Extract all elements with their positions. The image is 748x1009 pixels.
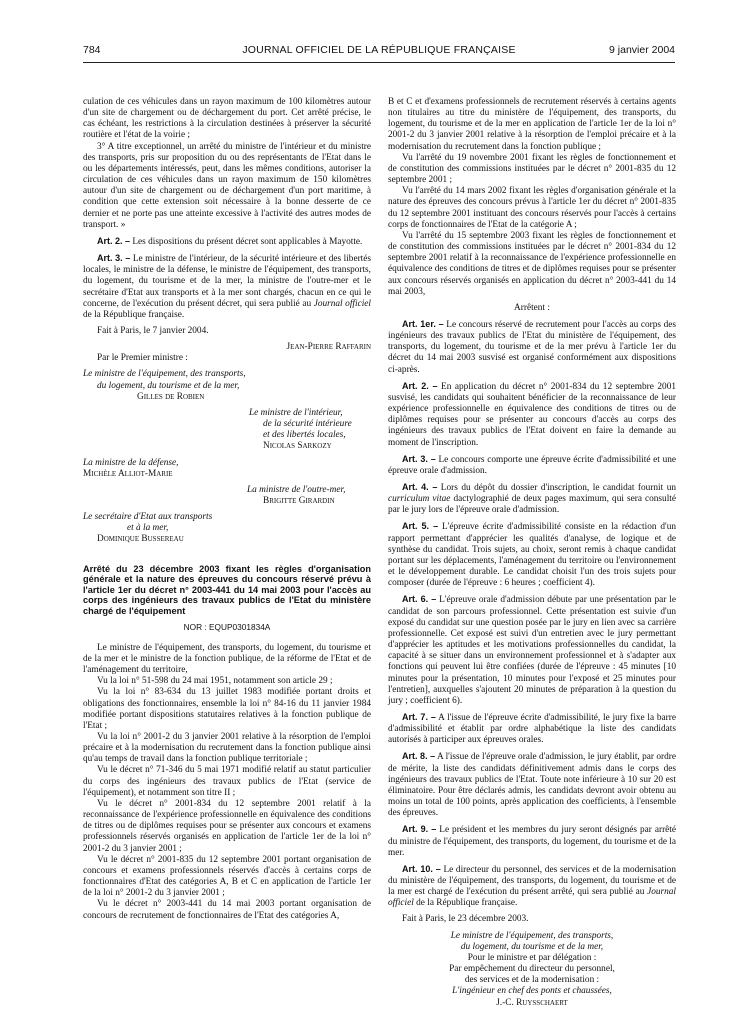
- signer-name: Brigitte Girardin: [263, 496, 335, 506]
- signer-name: Michèle Alliot-Marie: [83, 468, 173, 479]
- signer-name: Gilles de Robien: [137, 391, 205, 402]
- article-label: Art. 7. –: [402, 711, 436, 722]
- article-1: [388, 319, 676, 376]
- article-6: [388, 594, 676, 707]
- signer-name: Jean-Pierre Raffarin: [286, 342, 371, 353]
- visa: Vu le décret n° 2001-835 du 12 septembre 2001 portant organisation de concours et examens professionnels réservés d'accès à certains corps de fonctionnaires d'Etat des catégories A, B et C en application de l'article 1er de la loi n° 2001-2 du 3 janvier 2001 ;: [83, 854, 371, 899]
- article-text: Le concours comporte une épreuve écrite d'admissibilité et une épreuve orale d'admission.: [388, 454, 676, 476]
- visa: Vu l'arrêté du 14 mars 2002 fixant les règles d'organisation générale et la nature des épreuves des concours prévus à l'article 1er du décret n° 2001-835 du 12 septembre 2001 instituant des concours réservés pour l'accès à certains corps de fonctionnaires de l'Etat de la catégorie A ;: [388, 186, 676, 230]
- article-2: [388, 381, 676, 449]
- article-label: Art. 2. –: [97, 235, 131, 246]
- signature-line: Par empêchement du directeur du personnel,: [449, 964, 615, 975]
- article-text: Le concours réservé de recrutement pour l'accès au corps des ingénieurs des travaux publics de l'Etat du ministère de l'équipement, des transports, du logement, du tourisme et de la mer prévu à l'article 1er du décret du 14 mai 2003 susvisé est organisé conformément aux dispositions ci-après.: [388, 319, 677, 375]
- article-text: En application du décret n° 2001-834 du 12 septembre 2001 susvisé, les candidats qui souhaitent bénéficier de la reconnaissance de leur expérience professionnelle en équivalence des conditions de titres ou de diplômes requises pour se présenter au concours d'accès au corps des ingénieurs des travaux publics de l'Etat doivent en faire la demande au moment de l'inscription.: [388, 381, 676, 448]
- visa: Vu la loi n° 83-634 du 13 juillet 1983 modifiée portant droits et obligations des fonctionnaires, ensemble la loi n° 84-16 du 11 janvier 1984 modifiée portant dispositions statutaires relatives à la fonction publique de l'Etat ;: [83, 687, 371, 731]
- signature-date: Fait à Paris, le 7 janvier 2004.: [97, 325, 209, 336]
- page-header: [83, 44, 675, 60]
- signature-role: La ministre de l'outre-mer,: [247, 484, 346, 495]
- visa: Vu le décret n° 2001-834 du 12 septembre 2001 relatif à la reconnaissance de l'expérience professionnelle en équivalence des conditions de titres ou de diplômes requises pour se présenter aux concours et examens professionnels réservés organisés en application de l'article 1er de la loi n° 2001-2 du 3 janvier 2001 ;: [83, 798, 371, 854]
- article-7: [388, 712, 676, 746]
- article-9: [388, 824, 676, 858]
- signature-role: et à la mer,: [127, 523, 169, 534]
- signature-line: Par le Premier ministre :: [97, 353, 188, 364]
- article-label: Art. 5. –: [402, 521, 439, 532]
- signature-role: de la sécurité intérieure: [263, 419, 352, 430]
- article-label: Art. 10. –: [402, 863, 441, 874]
- journal-title: JOURNAL OFFICIEL DE LA RÉPUBLIQUE FRANÇAISE: [242, 44, 516, 56]
- signature-role: La ministre de la défense,: [83, 457, 179, 468]
- article-text: Lors du dépôt du dossier d'inscription, le candidat fournit un: [437, 483, 676, 493]
- arretent: Arrêtent :: [514, 302, 550, 313]
- article-text: de la République française.: [413, 898, 518, 909]
- signer-name: Nicolas Sarkozy: [263, 441, 332, 452]
- signature-role: Le ministre de l'équipement, des transports,: [83, 369, 246, 380]
- paragraph: culation de ces véhicules dans un rayon maximum de 100 kilomètres autour d'un site de chargement ou de déchargement du port. Cet arrêté précise, le cas échéant, les restrictions à la circulation destinées à préserver la sécurité routière et l'état de la voirie ;: [83, 97, 371, 141]
- signature-role: Le ministre de l'intérieur,: [249, 407, 343, 418]
- article-label: Art. 4. –: [402, 482, 438, 492]
- article-label: Art. 1er. –: [402, 318, 444, 329]
- article-text: Le président et les membres du jury seront désignés par arrêté du ministre de l'équipement, des transports, du logement, du tourisme et de la mer.: [388, 825, 677, 858]
- article-text: A l'issue de l'épreuve écrite d'admissibilité, le jury fixe la barre d'admissibilité et établit par ordre alphabétique la liste des candidats autorisés à participer aux épreuves orales.: [388, 712, 676, 746]
- signature-role: du logement, du tourisme et de la mer,: [460, 941, 604, 952]
- signature-role: Le secrétaire d'Etat aux transports: [83, 512, 213, 523]
- article-text: Le ministre de l'intérieur, de la sécurité intérieure et des libertés locales, le ministre de la défense, le ministre de l'équipement, des transports, du logement, du tourisme et de la mer, la ministre de l'outre-mer et le secrétaire d'Etat aux transports et à la mer sont chargés, chacun en ce qui le concerne, de l'exécution du présent décret, qui sera publié au: [83, 254, 372, 309]
- visa: Vu la loi n° 2001-2 du 3 janvier 2001 relative à la résorption de l'emploi précaire et à la modernisation du recrutement dans la fonction publique ainsi qu'au temps de travail dans la fonction publique territoriale ;: [83, 732, 371, 765]
- visa: Vu le décret n° 2003-441 du 14 mai 2003 portant organisation de concours de recrutement de fonctionnaires de l'Etat des catégories A,: [83, 899, 371, 921]
- visa: Vu la loi n° 51-598 du 24 mai 1951, notamment son article 29 ;: [97, 676, 333, 687]
- article-text: de la République française.: [83, 309, 185, 320]
- article-5: [388, 521, 676, 589]
- article-3: [388, 454, 676, 477]
- paragraph: Le ministre de l'équipement, des transports, du logement, du tourisme et de la mer et le ministre de la fonction publique, de la réforme de l'Etat et de l'aménagement du territoire,: [83, 642, 371, 676]
- visa: Vu l'arrêté du 15 septembre 2003 fixant les règles de fonctionnement et de constitution des commissions instituées par le décret n° 2001-834 du 12 septembre 2001 relatif à la reconnaissance de l'expérience professionnelle en équivalence des conditions de titres et de diplômes requises pour se présenter aux concours réservés organisés en application du décret n° 2003-441 du 14 mai 2003,: [388, 230, 676, 297]
- page-number: 784: [83, 44, 101, 56]
- visa: Vu l'arrêté du 19 novembre 2001 fixant les règles de fonctionnement et de constitution des commissions instituées par le décret n° 2001-835 du 12 septembre 2001 ;: [388, 152, 676, 186]
- nor-reference: NOR : EQUP0301834A: [183, 621, 271, 632]
- article-text: Les dispositions du présent décret sont applicables à Mayotte.: [130, 236, 363, 247]
- header-rule: [83, 62, 675, 63]
- article-label: Art. 3. –: [97, 253, 131, 264]
- signature-line: Pour le ministre et par délégation :: [467, 952, 597, 963]
- article-text: A l'issue de l'épreuve orale d'admission, le jury établit, par ordre de mérite, la liste des candidats définitivement admis dans le corps des ingénieurs des travaux publics de l'Etat. Toute note inférieure à 10 sur 20 est éliminatoire. Pour être déclarés admis, les candidats devront avoir obtenu au moins un total de 100 points, après application des coefficients, à l'ensemble des épreuves.: [388, 752, 676, 819]
- signature-date: Fait à Paris, le 23 décembre 2003.: [402, 914, 529, 925]
- article-text: L'épreuve orale d'admission débute par une présentation par le candidat de son parcours professionnel. Cette présentation est suivie d'un exposé du candidat sur une question posée par le jury en lien avec sa carrière professionnelle. Cet exposé est suivi d'un entretien avec le jury permettant d'apprécier les aptitudes et les motivations professionnelles du candidat, la capacité à se situer dans un environnement professionnel et à s'adapter aux fonctions qui peuvent lui être confiées (durée de l'épreuve : 45 minutes [10 minutes pour la présentation, 10 minutes pour l'exposé et 25 minutes pour l'entretien], auxquelles s'ajoutent 20 minutes de préparation à la question du jury ; coefficient 6).: [388, 595, 676, 706]
- signer-name: J.-C. Ruysschaert: [496, 997, 568, 1008]
- signer-name: Dominique Bussereau: [97, 534, 184, 545]
- right-column: [388, 97, 676, 1009]
- paragraph: B et C et d'examens professionnels de recrutement réservés à certains agents non titulaires au titre du ministère de l'équipement, des transports, du logement, du tourisme et de la mer en application de l'article 1er de la loi n° 2001-2 du 3 janvier 2001 relative à la résorption de l'emploi précaire et à la modernisation du recrutement dans la fonction publique ;: [388, 97, 676, 152]
- article-label: Art. 3. –: [402, 453, 436, 464]
- signature-role: L'ingénieur en chef des ponts et chaussées,: [452, 986, 612, 997]
- visa: Vu le décret n° 71-346 du 5 mai 1971 modifié relatif au statut particulier du corps des ingénieurs des travaux publics de l'Etat (service de l'équipement), et notamment son titre II ;: [83, 765, 371, 798]
- article-label: Art. 6. –: [402, 594, 437, 605]
- left-column: [83, 97, 371, 922]
- signature-role: du logement, du tourisme et de la mer,: [97, 380, 240, 391]
- article-text: dactylographié de deux pages maximum, qui sera consulté par le jury lors de l'épreuve orale d'admission.: [388, 494, 676, 516]
- article-text: L'épreuve écrite d'admissibilité consiste en la rédaction d'un rapport permettant d'apprécier les qualités d'analyse, de logique et de synthèse du candidat. Trois sujets, au choix, seront remis à chaque candidat portant sur les déplacements, l'aménagement du territoire ou l'environnement et le développement durable. Le candidat choisit l'un des trois sujets pour composer (durée de l'épreuve : 6 heures ; coefficient 4).: [388, 522, 676, 589]
- article-3: [83, 253, 371, 321]
- issue-date: 9 janvier 2004: [609, 44, 675, 56]
- article-label: Art. 9. –: [402, 824, 437, 835]
- decree-title: Arrêté du 23 décembre 2003 fixant les règles d'organisation générale et la nature des épreuves du concours réservé prévu à l'article 1er du décret n° 2003-441 du 14 mai 2003 pour l'accès au corps des ingénieurs des travaux publics de l'Etat du ministère chargé de l'équipement: [83, 563, 371, 616]
- journal-name: Journal officiel: [388, 887, 676, 909]
- article-2: [83, 236, 371, 248]
- article-text-italic: curriculum vitae: [388, 494, 451, 505]
- article-text: Le directeur du personnel, des services et de la modernisation du ministère de l'équipement, des transports, du logement, du tourisme et de la mer est chargé de l'exécution du présent arrêté, qui sera publié au: [388, 864, 676, 898]
- signature-role: et des libertés locales,: [263, 430, 346, 441]
- signature-line: des services et de la modernisation :: [464, 975, 600, 986]
- journal-name: Journal officiel: [313, 298, 372, 309]
- article-label: Art. 8. –: [402, 751, 436, 762]
- paragraph: 3° A titre exceptionnel, un arrêté du ministre de l'intérieur et du ministre des transports, pris sur proposition du ou des représentants de l'Etat dans le ou les départements intéressés, peut, dans les mêmes conditions, autoriser la circulation de ces véhicules dans un rayon maximum de 150 kilomètres autour d'un site de chargement ou de déchargement d'un port maritime, à condition que cette extension soit nécessaire à la bonne desserte de ce dernier et ne porte pas une atteinte excessive à l'activité des autres modes de transport. »: [83, 141, 371, 230]
- article-10: [388, 864, 676, 910]
- article-8: [388, 751, 676, 819]
- signature-role: Le ministre de l'équipement, des transports,: [450, 930, 614, 941]
- article-4: [388, 482, 676, 516]
- article-label: Art. 2. –: [402, 380, 438, 391]
